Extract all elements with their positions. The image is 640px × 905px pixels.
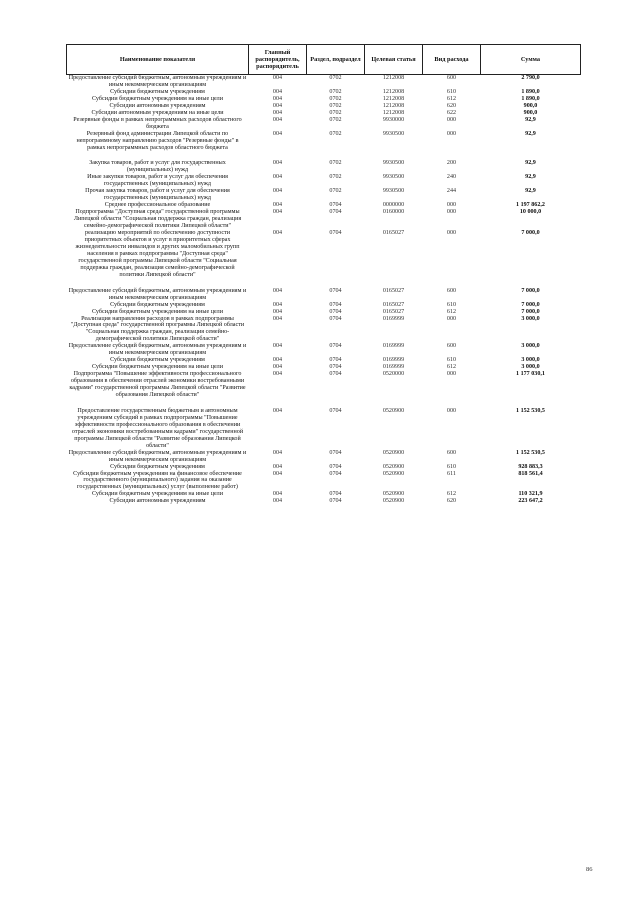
cell-expense: 000	[446, 371, 457, 378]
cell-admin: 004	[272, 463, 283, 470]
cell-admin: 004	[272, 95, 283, 102]
cell-section: 0702	[329, 88, 342, 95]
cell-sum: 3 000,0	[521, 364, 540, 371]
cell-target: 0169999	[382, 343, 405, 350]
cell-sum: 3 000,0	[521, 343, 540, 350]
cell-admin: 004	[272, 315, 283, 322]
cell-admin: 004	[272, 202, 283, 209]
cell-name: Субсидии бюджетным учреждениям	[110, 463, 205, 470]
table-row	[67, 117, 581, 131]
table-row	[67, 371, 581, 399]
row-spacer	[67, 279, 581, 288]
cell-section: 0704	[329, 308, 342, 315]
cell-admin: 004	[272, 130, 283, 137]
cell-sum: 92,9	[525, 160, 536, 167]
cell-name: Субсидии бюджетным учреждениям	[110, 357, 205, 364]
table-row	[67, 131, 581, 152]
cell-section: 0704	[329, 357, 342, 364]
cell-admin: 004	[272, 301, 283, 308]
cell-section: 0702	[329, 95, 342, 102]
cell-sum: 7 000,0	[521, 301, 540, 308]
cell-expense: 612	[446, 364, 457, 371]
cell-name: Предоставление государственным бюджетным и автономным учреждениям субсидий в рамках подпрограммы "Повышение эффективности профессионального образования в обеспечении отраслей экономики востребованными кадрами" государственной программы Липецкой области "Развитие образования Липецкой области"	[71, 407, 244, 449]
cell-target: 1212008	[382, 95, 405, 102]
cell-expense: 000	[446, 315, 457, 322]
column-header-admin: Главный распорядитель, распорядитель	[249, 45, 307, 75]
cell-admin: 004	[272, 209, 283, 216]
cell-section: 0704	[329, 343, 342, 350]
cell-section: 0704	[329, 407, 342, 414]
cell-section: 0702	[329, 116, 342, 123]
cell-admin: 004	[272, 308, 283, 315]
cell-section: 0704	[329, 287, 342, 294]
cell-sum: 1 177 030,1	[516, 371, 545, 378]
cell-name: Субсидии бюджетным учреждениям на иные цели	[92, 308, 223, 315]
cell-sum: 3 000,0	[521, 357, 540, 364]
cell-name: Субсидии автономным учреждениям	[109, 498, 206, 505]
cell-name: Предоставление субсидий бюджетным, автономным учреждениям и иным некоммерческим организациям	[68, 449, 247, 463]
cell-section: 0704	[329, 470, 342, 477]
cell-name: Субсидии бюджетным учреждениям на иные цели	[92, 364, 223, 371]
cell-admin: 004	[272, 470, 283, 477]
cell-target: 0165027	[382, 301, 405, 308]
cell-section: 0704	[329, 209, 342, 216]
cell-expense: 610	[446, 463, 457, 470]
cell-target: 0165027	[382, 230, 405, 237]
table-row	[67, 471, 581, 492]
cell-target: 1212008	[382, 88, 405, 95]
table-row	[67, 96, 581, 103]
cell-name: Иные закупки товаров, работ и услуг для обеспечения государственных (муниципальных) нужд	[87, 174, 228, 188]
cell-expense: 610	[446, 357, 457, 364]
cell-expense: 600	[446, 343, 457, 350]
cell-section: 0704	[329, 449, 342, 456]
table-row	[67, 89, 581, 96]
table-row	[67, 408, 581, 450]
cell-admin: 004	[272, 188, 283, 195]
cell-admin: 004	[272, 160, 283, 167]
column-header-section: Раздел, подраздел	[307, 45, 365, 75]
cell-sum: 3 000,0	[521, 315, 540, 322]
cell-expense: 620	[446, 498, 457, 505]
cell-expense: 600	[446, 449, 457, 456]
cell-name: Субсидии бюджетным учреждениям на иные цели	[92, 491, 223, 498]
cell-sum: 900,0	[523, 109, 538, 116]
cell-name: Резервные фонды в рамках непрограммных расходов областного бюджета	[73, 116, 242, 130]
cell-admin: 004	[272, 75, 283, 81]
table-row	[67, 343, 581, 357]
cell-name: Субсидии автономным учреждениям на иные цели	[91, 109, 224, 116]
cell-section: 0704	[329, 463, 342, 470]
cell-section: 0702	[329, 188, 342, 195]
cell-target: 0520900	[382, 463, 405, 470]
cell-sum: 10 000,0	[519, 209, 542, 216]
cell-sum: 92,9	[525, 188, 536, 195]
cell-target: 9930500	[382, 174, 405, 181]
cell-admin: 004	[272, 357, 283, 364]
cell-target: 1212008	[382, 75, 405, 81]
cell-sum: 92,9	[525, 116, 536, 123]
cell-target: 0165027	[382, 308, 405, 315]
cell-sum: 7 000,0	[521, 308, 540, 315]
cell-target: 0520000	[382, 371, 405, 378]
cell-name: Предоставление субсидий бюджетным, автономным учреждениям и иным некоммерческим организациям	[68, 343, 247, 357]
table-row	[67, 464, 581, 471]
cell-section: 0704	[329, 301, 342, 308]
cell-section: 0702	[329, 109, 342, 116]
cell-expense: 244	[446, 188, 457, 195]
cell-sum: 7 000,0	[521, 287, 540, 294]
cell-section: 0704	[329, 364, 342, 371]
cell-target: 9930500	[382, 130, 405, 137]
row-spacer	[67, 399, 581, 408]
table-row	[67, 302, 581, 309]
table-row	[67, 288, 581, 302]
cell-admin: 004	[272, 102, 283, 109]
cell-admin: 004	[272, 407, 283, 414]
cell-sum: 223 647,2	[518, 498, 543, 505]
column-header-sum: Сумма	[481, 45, 581, 75]
cell-name: Среднее профессиональное образование	[104, 202, 211, 209]
cell-expense: 620	[446, 102, 457, 109]
cell-expense: 611	[447, 470, 456, 477]
cell-target: 0169999	[382, 357, 405, 364]
cell-name: Реализация направления расходов в рамках подпрограммы "Доступная среда" государственной программы Липецкой области "Социальная поддержка граждан, реализация семейно-демографической политики Липецкой области"	[70, 315, 245, 343]
cell-expense: 240	[446, 174, 457, 181]
cell-target: 0520900	[382, 498, 405, 505]
cell-expense: 000	[446, 202, 457, 209]
table-row	[67, 230, 581, 279]
table-row	[67, 110, 581, 117]
cell-sum: 1 890,0	[521, 88, 540, 95]
cell-target: 0520900	[382, 407, 405, 414]
cell-admin: 004	[272, 116, 283, 123]
cell-sum: 900,0	[523, 102, 538, 109]
cell-expense: 000	[446, 230, 457, 237]
cell-target: 0000000	[382, 202, 405, 209]
cell-sum: 1 197 862,2	[516, 202, 545, 209]
cell-section: 0702	[329, 130, 342, 137]
cell-target: 1212008	[382, 102, 405, 109]
column-header-target: Целевая статья	[365, 45, 423, 75]
cell-section: 0704	[329, 371, 342, 378]
cell-expense: 612	[446, 491, 457, 498]
cell-name: Субсидии автономным учреждениям	[109, 102, 206, 109]
cell-target: 9930500	[382, 188, 405, 195]
cell-sum: 92,9	[525, 174, 536, 181]
cell-name: Субсидии бюджетным учреждениям на финансовое обеспечение государственного (муниципального) задания на оказание государственных (муниципальных) услуг (выполнение работ)	[73, 470, 242, 491]
cell-target: 0520900	[382, 449, 405, 456]
table-row	[67, 160, 581, 174]
cell-admin: 004	[272, 343, 283, 350]
cell-name: Подпрограмма "Доступная среда" государственной программы Липецкой области "Социальная поддержка граждан, реализация семейно-демографической политики Липецкой области"	[73, 209, 242, 230]
cell-sum: 818 561,4	[518, 470, 543, 477]
cell-name: Предоставление субсидий бюджетным, автономным учреждениям и иным некоммерческим организациям	[68, 75, 247, 88]
cell-expense: 610	[446, 301, 457, 308]
cell-sum: 1 890,0	[521, 95, 540, 102]
cell-expense: 000	[446, 130, 457, 137]
cell-section: 0702	[329, 160, 342, 167]
cell-section: 0702	[329, 102, 342, 109]
table-row	[67, 498, 581, 505]
cell-name: Подпрограмма "Повышение эффективности профессионального образования в обеспечении отраслей экономики востребованными кадрами" государственной программы Липецкой области "Развитие образования Липецкой области"	[69, 371, 246, 398]
budget-table	[66, 44, 581, 505]
table-row	[67, 209, 581, 230]
row-spacer-cell	[67, 279, 581, 288]
cell-target: 0160000	[382, 209, 405, 216]
cell-expense: 200	[446, 160, 457, 167]
cell-name: Субсидии бюджетным учреждениям на иные цели	[92, 95, 223, 102]
cell-admin: 004	[272, 449, 283, 456]
cell-name: Закупка товаров, работ и услуг для государственных (муниципальных) нужд	[89, 160, 226, 174]
cell-expense: 612	[446, 95, 457, 102]
cell-admin: 004	[272, 230, 283, 237]
cell-expense: 622	[446, 109, 457, 116]
cell-admin: 004	[272, 174, 283, 181]
cell-target: 0165027	[382, 287, 405, 294]
cell-name: Субсидии бюджетным учреждениям	[110, 301, 205, 308]
cell-expense: 000	[446, 407, 457, 414]
cell-section: 0702	[329, 75, 342, 81]
cell-target: 0169999	[382, 364, 405, 371]
cell-target: 0520900	[382, 491, 405, 498]
cell-target: 0169999	[382, 315, 405, 322]
column-header-expense: Вид расхода	[423, 45, 481, 75]
cell-expense: 600	[446, 287, 457, 294]
cell-expense: 610	[446, 88, 457, 95]
table-row	[67, 103, 581, 110]
cell-admin: 004	[272, 88, 283, 95]
cell-name: Резервный фонд администрации Липецкой области по непрограммному направлению расходов "Резервные фонды" в рамках непрограммных расходов областного бюджета	[76, 130, 239, 151]
cell-sum: 2 790,0	[521, 75, 540, 81]
cell-name: Прочая закупка товаров, работ и услуг для обеспечения государственных (муниципальных) нужд	[85, 188, 230, 202]
cell-name: реализацию мероприятий по обеспечению доступности приоритетных объектов и услуг в приоритетных сферах жизнедеятельности инвалидов и других маломобильных групп населения в рамках подпрограммы "Доступная среда" государственной программы Липецкой области "Социальная поддержка граждан, реализация семейно-демографической политики Липецкой области"	[75, 230, 240, 278]
cell-target: 9930500	[382, 160, 405, 167]
table-row	[67, 450, 581, 464]
cell-section: 0704	[329, 491, 342, 498]
cell-sum: 928 883,3	[518, 463, 543, 470]
table-row	[67, 174, 581, 188]
cell-sum: 110 321,9	[518, 491, 543, 498]
cell-admin: 004	[272, 371, 283, 378]
page-number: 86	[586, 866, 593, 873]
cell-expense: 612	[446, 308, 457, 315]
cell-admin: 004	[272, 109, 283, 116]
cell-section: 0704	[329, 315, 342, 322]
cell-admin: 004	[272, 364, 283, 371]
table-row	[67, 316, 581, 344]
cell-target: 0520900	[382, 470, 405, 477]
cell-section: 0704	[329, 498, 342, 505]
cell-admin: 004	[272, 498, 283, 505]
table-body	[67, 75, 581, 506]
column-header-name: Наименование показателя	[67, 45, 249, 75]
table-row	[67, 75, 581, 89]
table-row	[67, 188, 581, 202]
table-header	[67, 45, 581, 75]
cell-section: 0702	[329, 174, 342, 181]
cell-target: 9930000	[382, 116, 405, 123]
cell-sum: 1 152 530,5	[516, 449, 545, 456]
table-row	[67, 309, 581, 316]
cell-expense: 000	[446, 209, 457, 216]
cell-sum: 7 000,0	[521, 230, 540, 237]
cell-admin: 004	[272, 491, 283, 498]
row-spacer-cell	[67, 399, 581, 408]
cell-section: 0704	[329, 202, 342, 209]
cell-target: 1212008	[382, 109, 405, 116]
cell-name: Предоставление субсидий бюджетным, автономным учреждениям и иным некоммерческим организациям	[68, 287, 247, 301]
cell-name: Субсидии бюджетным учреждениям	[110, 88, 205, 95]
cell-sum: 1 152 530,5	[516, 407, 545, 414]
cell-admin: 004	[272, 287, 283, 294]
budget-table-sheet	[66, 44, 580, 505]
cell-section: 0704	[329, 230, 342, 237]
cell-expense: 000	[446, 116, 457, 123]
cell-expense: 600	[446, 75, 457, 81]
cell-sum: 92,9	[525, 130, 536, 137]
